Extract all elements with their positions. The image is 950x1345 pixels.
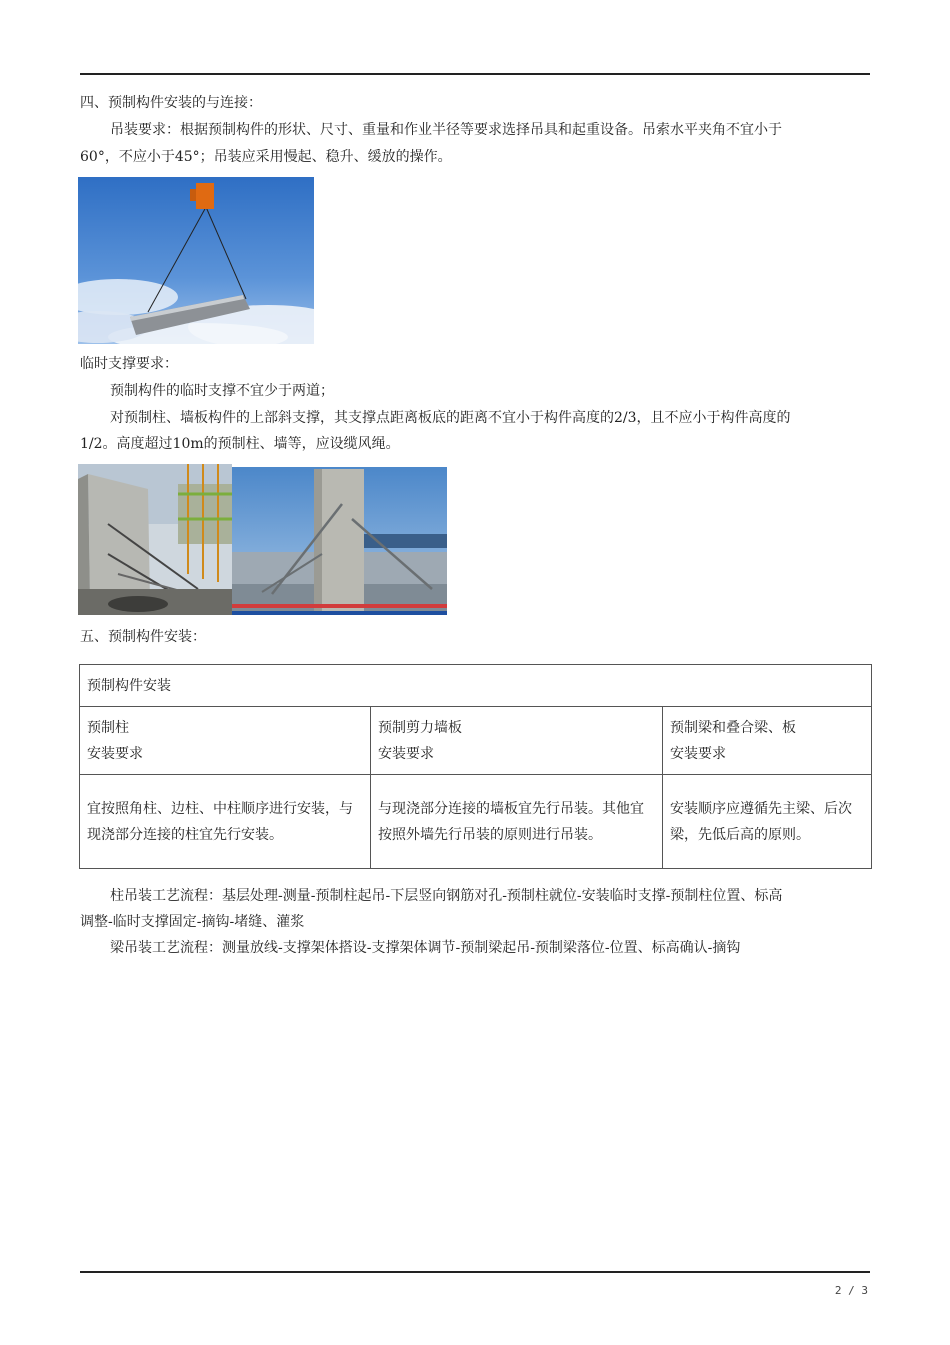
lifting-requirements-line-2: 60°，不应小于45°；吊装应采用慢起、稳升、缓放的操作。 <box>80 149 452 165</box>
section-5-heading: 五、预制构件安装： <box>80 629 206 645</box>
temporary-support-line-2: 对预制柱、墙板构件的上部斜支撑，其支撑点距离板底的距离不宜小于构件高度的2/3，且不应小于构件高度的 <box>110 410 791 426</box>
temporary-support-heading: 临时支撑要求： <box>80 356 178 372</box>
footer-rule <box>80 1271 870 1273</box>
column-process-line-1: 柱吊装工艺流程：基层处理-测量-预制柱起吊-下层竖向钢筋对孔-预制柱就位-安装临时支撑-预制柱位置、标高 <box>110 888 783 904</box>
beam-process-line: 梁吊装工艺流程：测量放线-支撑架体搭设-支撑架体调节-预制梁起吊-预制梁落位-位置、标高确认-摘钩 <box>110 940 741 956</box>
header-sublabel: 安装要求 <box>87 745 143 762</box>
header-label: 预制剪力墙板 <box>378 719 462 736</box>
installation-requirements-table <box>79 664 872 869</box>
header-sublabel: 安装要求 <box>378 745 434 762</box>
header-precast-beam-slab <box>663 707 872 775</box>
column-process-line-2: 调整-临时支撑固定-摘钩-堵缝、灌浆 <box>80 914 305 930</box>
cell-column-requirement: 宜按照角柱、边柱、中柱顺序进行安装，与现浇部分连接的柱宜先行安装。 <box>80 775 371 869</box>
cell-shear-wall-requirement: 与现浇部分连接的墙板宜先行吊装。其他宜按照外墙先行吊装的原则进行吊装。 <box>371 775 663 869</box>
page-number: 2 / 3 <box>834 1284 868 1297</box>
header-rule <box>80 73 870 75</box>
lifting-requirements-line-1: 吊装要求：根据预制构件的形状、尺寸、重量和作业半径等要求选择吊具和起重设备。吊索水平夹角不宜小于 <box>110 122 782 138</box>
header-label: 预制柱 <box>87 719 129 736</box>
column-brace-photo <box>232 464 447 615</box>
section-4-heading: 四、预制构件安装的与连接： <box>80 95 262 111</box>
wall-brace-photo <box>78 464 232 615</box>
temporary-support-line-1: 预制构件的临时支撑不宜少于两道； <box>110 383 334 399</box>
table-title: 预制构件安装 <box>80 665 872 707</box>
header-label: 预制梁和叠合梁、板 <box>670 719 796 736</box>
cell-beam-slab-requirement: 安装顺序应遵循先主梁、后次梁，先低后高的原则。 <box>663 775 872 869</box>
header-sublabel: 安装要求 <box>670 745 726 762</box>
header-precast-shear-wall <box>371 707 663 775</box>
crane-lifting-photo <box>78 177 314 344</box>
header-precast-column <box>80 707 371 775</box>
temporary-support-line-3: 1/2。高度超过10m的预制柱、墙等，应设缆风绳。 <box>80 436 400 452</box>
